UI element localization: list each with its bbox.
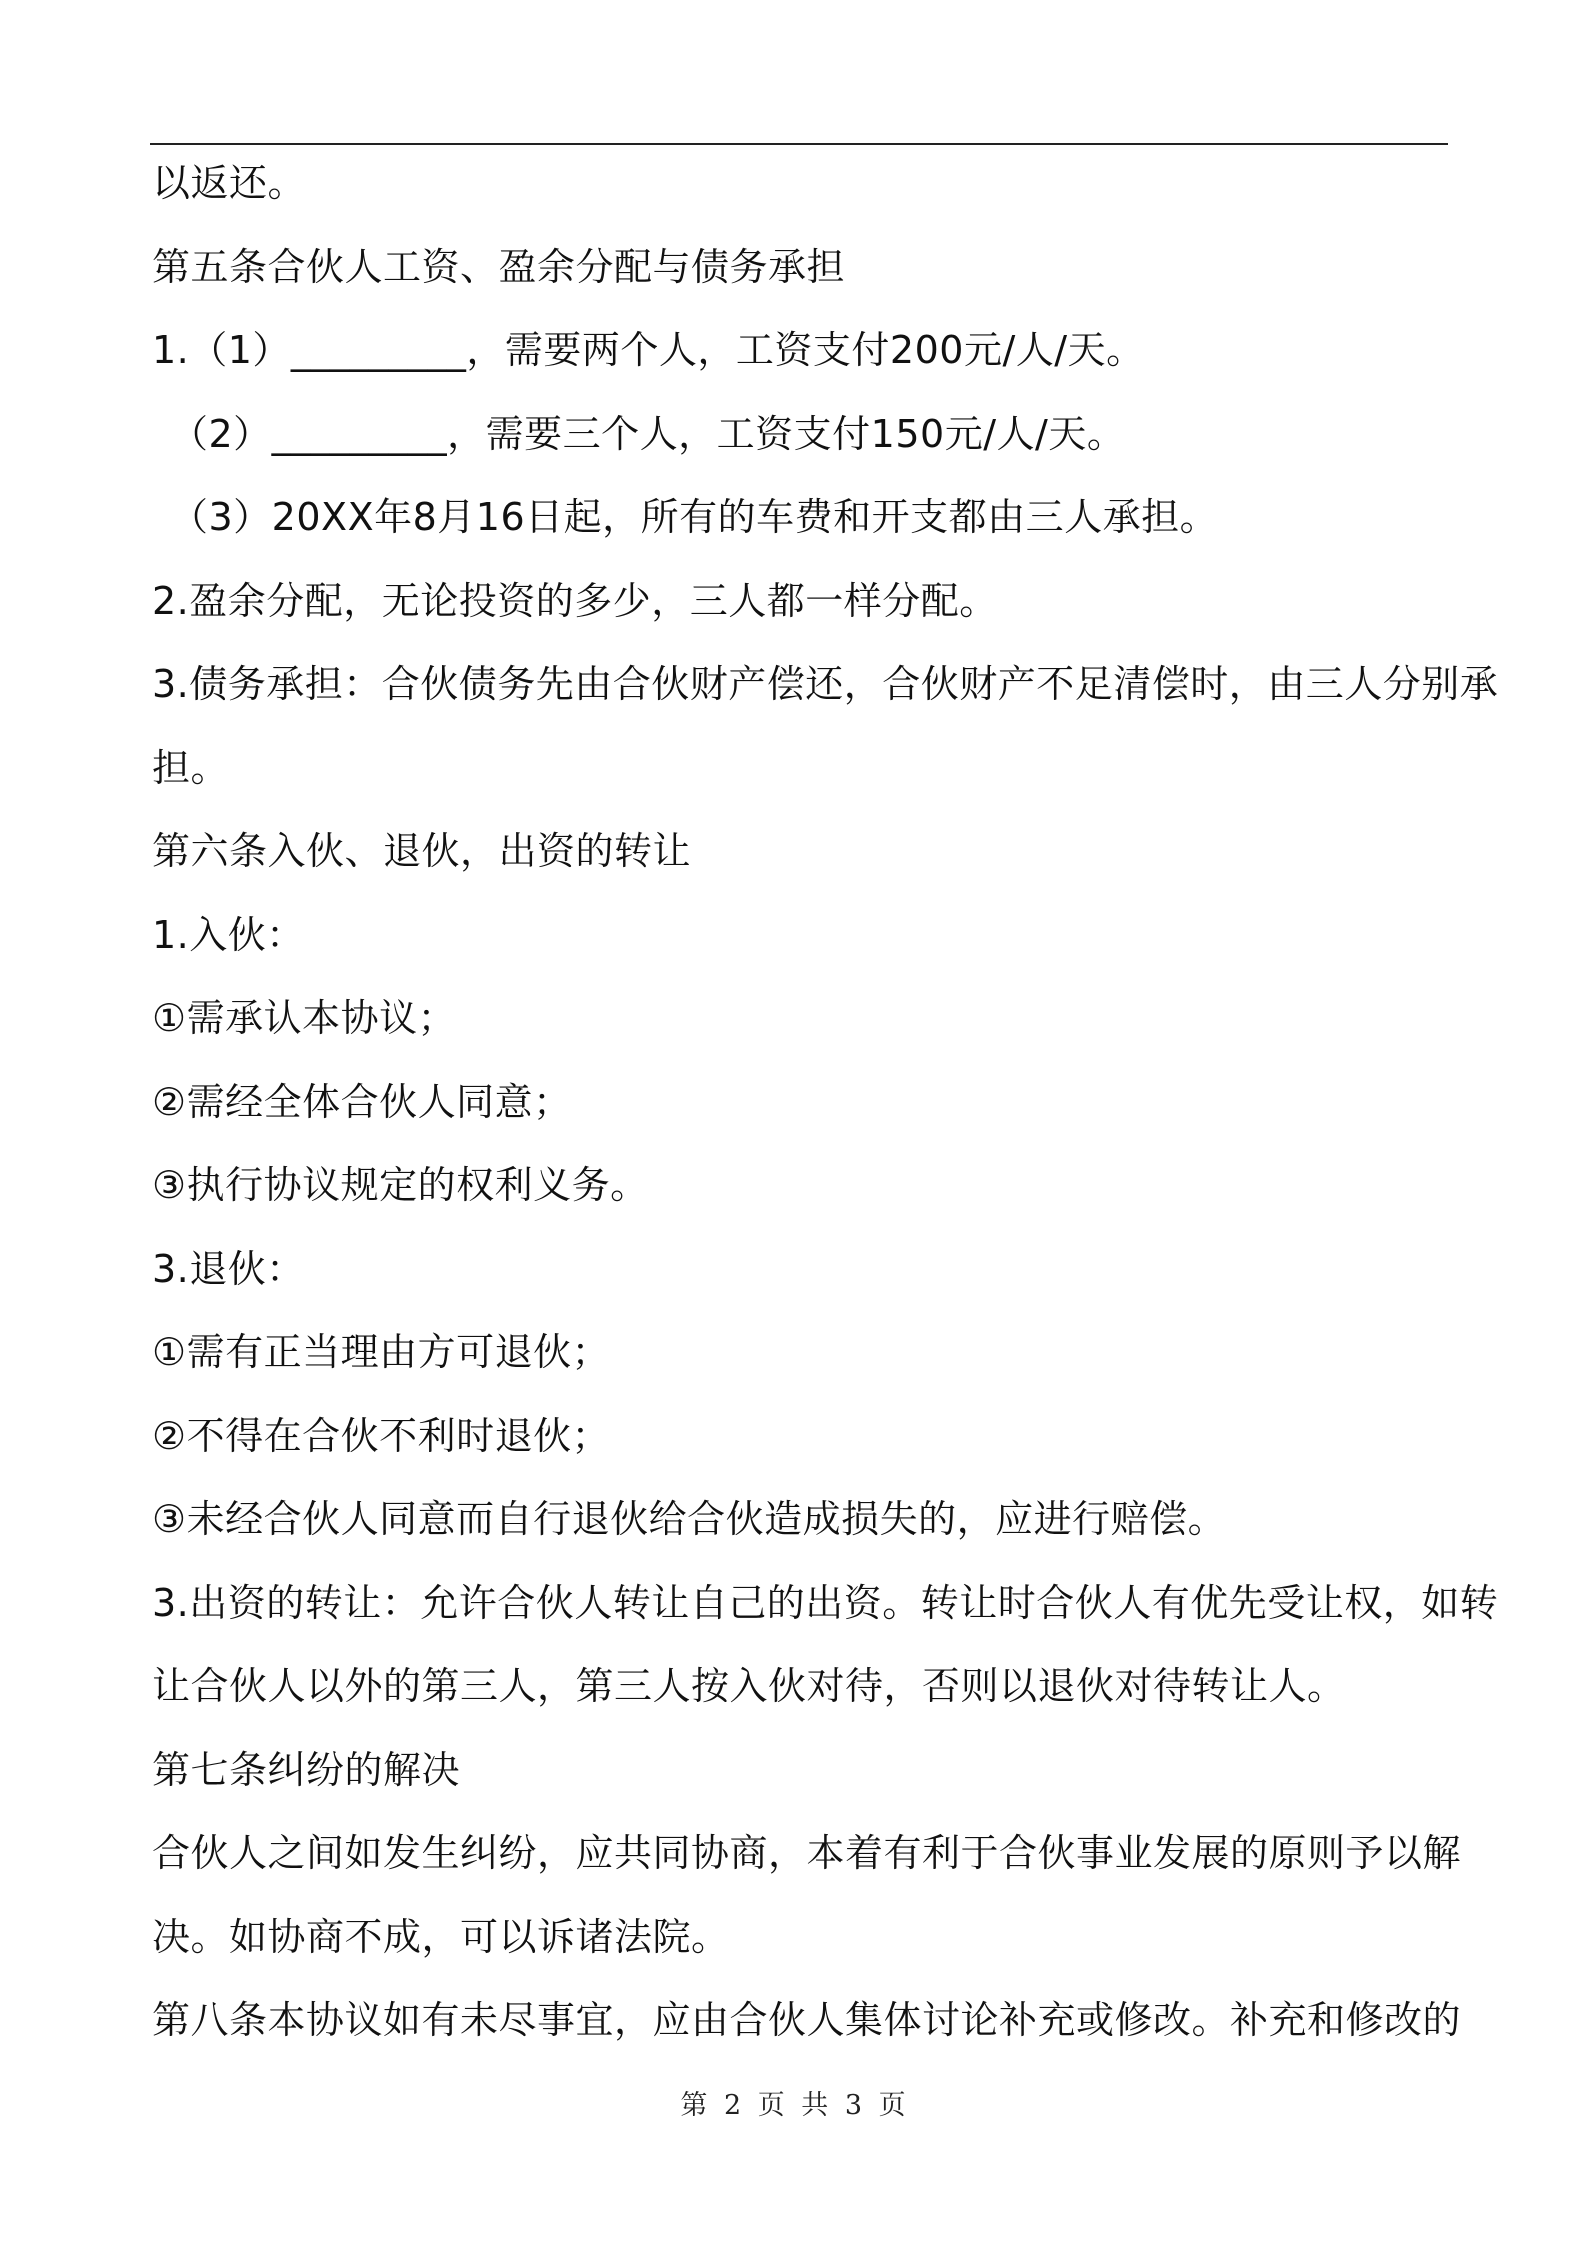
list-item: ②需经全体合伙人同意； [152,1080,572,1124]
text-line: 3.债务承担：合伙债务先由合伙财产偿还，合伙财产不足清偿时，由三人分别承 [152,662,1499,706]
text-line: 以返还。 [152,161,307,205]
list-item: ②不得在合伙不利时退伙； [152,1414,611,1458]
text-line: 3.出资的转让：允许合伙人转让自己的出资。转让时合伙人有优先受让权，如转 [152,1581,1499,1625]
section-heading: 第五条合伙人工资、盈余分配与债务承担 [152,245,846,289]
page-number-footer: 第 2 页 共 3 页 [680,2090,906,2121]
text-line: 2.盈余分配，无论投资的多少，三人都一样分配。 [152,579,998,623]
section-heading: 第八条本协议如有未尽事宜，应由合伙人集体讨论补充或修改。补充和修改的 [152,1998,1462,2042]
section-heading: 第七条纠纷的解决 [152,1748,461,1792]
list-item: ①需承认本协议； [152,996,457,1040]
text-line: 3.退伙： [152,1247,305,1291]
text-line: 让合伙人以外的第三人，第三人按入伙对待，否则以退伙对待转让人。 [152,1664,1346,1708]
text-line: （2）_________，需要三个人，工资支付150元/人/天。 [170,412,1126,456]
text-line: 1.（1）_________，需要两个人，工资支付200元/人/天。 [152,328,1145,372]
list-item: ③未经合伙人同意而自行退伙给合伙造成损失的，应进行赔偿。 [152,1497,1227,1541]
text-line: （3）20XX年8月16日起，所有的车费和开支都由三人承担。 [170,495,1219,539]
section-heading: 第六条入伙、退伙，出资的转让 [152,829,692,873]
list-item: ③执行协议规定的权利义务。 [152,1163,649,1207]
text-line: 担。 [152,746,230,790]
text-line: 1.入伙： [152,913,305,957]
list-item: ①需有正当理由方可退伙； [152,1330,611,1374]
text-line: 合伙人之间如发生纠纷，应共同协商，本着有利于合伙事业发展的原则予以解 [152,1831,1462,1875]
header-divider [150,143,1448,145]
text-line: 决。如协商不成，可以诉诸法院。 [152,1915,730,1959]
